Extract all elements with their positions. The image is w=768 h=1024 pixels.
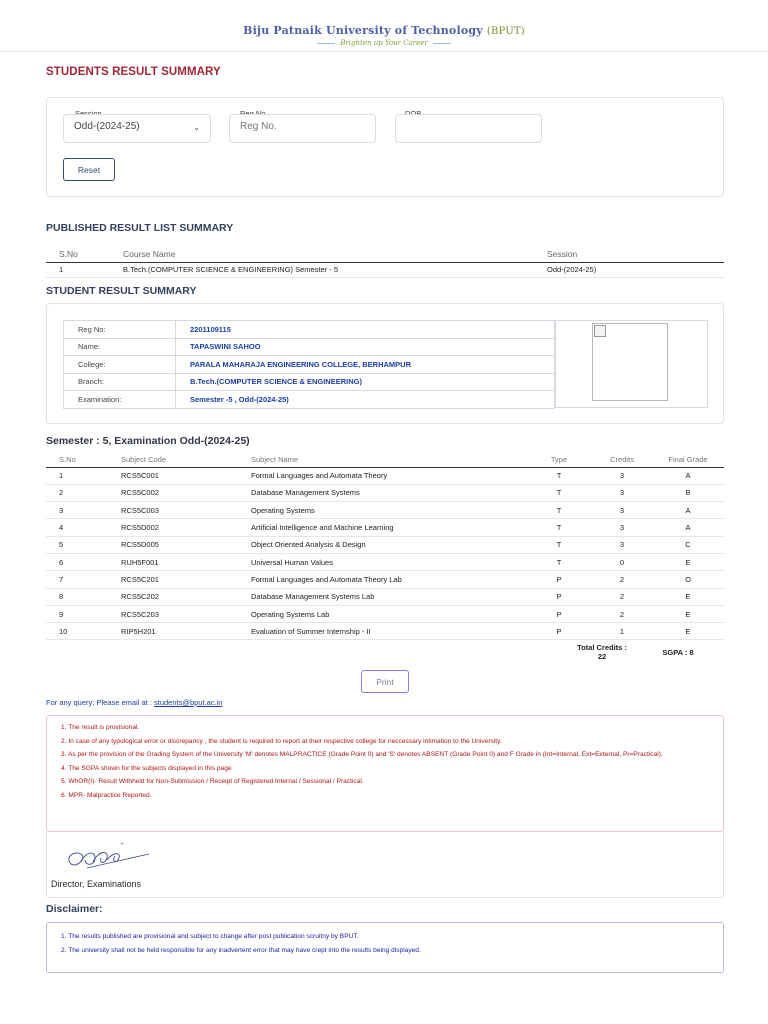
subject-grade: A	[652, 519, 724, 536]
subject-credits: 1	[592, 623, 652, 640]
col-final-grade: Final Grade	[652, 453, 724, 467]
subject-credits: 2	[592, 588, 652, 605]
subject-type: T	[526, 519, 592, 536]
subject-sno: 5	[46, 536, 121, 553]
subject-name: Database Management Systems Lab	[251, 588, 526, 605]
subject-sno: 1	[46, 467, 121, 484]
table-row[interactable]	[46, 262, 724, 277]
table-row[interactable]	[46, 623, 724, 640]
subject-grade: A	[652, 467, 724, 484]
notes-box	[46, 715, 724, 832]
info-row-regno	[64, 321, 555, 339]
regno-field[interactable]	[229, 114, 376, 143]
disclaimer-title: Disclaimer:	[46, 903, 103, 915]
subject-name: Operating Systems Lab	[251, 605, 526, 622]
tagline-divider-left	[317, 43, 335, 44]
table-row[interactable]	[46, 553, 724, 570]
subject-sno: 8	[46, 588, 121, 605]
subject-type: T	[526, 484, 592, 501]
branch-value: B.Tech.(COMPUTER SCIENCE & ENGINEERING)	[176, 373, 555, 391]
tagline-text: Brighten up Your Career	[340, 39, 428, 47]
disclaimer-item: 2. The university shall not be held responsible for any inadvertent error that may have crept into the results being displayed.	[61, 947, 421, 954]
subject-name: Artificial Intelligence and Machine Learning	[251, 519, 526, 536]
subject-name: Formal Languages and Automata Theory	[251, 467, 526, 484]
note-item: 3. As per the provision of the Grading System of the University 'M' denotes MALPRACTICE (Grade Point 0) and 'S' denotes ABSENT (Grade Point 0) and F Grade in (Int=Internal, Ext=External, Pr=Practical).	[61, 751, 663, 758]
semester-title: Semester : 5, Examination Odd-(2024-25)	[46, 435, 250, 447]
info-row-examination	[64, 391, 555, 409]
table-row[interactable]	[46, 467, 724, 484]
published-table	[46, 246, 724, 278]
total-credits-label: Total Credits :	[577, 643, 627, 652]
name-key: Name:	[64, 338, 176, 356]
student-info-card	[46, 303, 724, 424]
query-text: For any query; Please email at :	[46, 698, 152, 707]
subject-name: Universal Human Values	[251, 553, 526, 570]
published-session: Odd-(2024-25)	[534, 262, 724, 277]
total-credits-value: 22	[597, 652, 607, 661]
table-row[interactable]	[46, 605, 724, 622]
subject-name: Evaluation of Summer Internship - II	[251, 623, 526, 640]
subject-sno: 10	[46, 623, 121, 640]
university-abbr: (BPUT)	[486, 26, 525, 37]
results-table	[46, 453, 724, 640]
subject-credits: 3	[592, 536, 652, 553]
session-select[interactable]	[63, 114, 211, 143]
director-signature	[63, 840, 153, 874]
broken-image-icon	[594, 325, 606, 337]
subject-code: RCS5C202	[121, 588, 251, 605]
table-row[interactable]	[46, 484, 724, 501]
subject-credits: 3	[592, 502, 652, 519]
subject-sno: 2	[46, 484, 121, 501]
query-line	[46, 698, 222, 707]
examination-key: Examination:	[64, 391, 176, 409]
subject-grade: E	[652, 623, 724, 640]
results-body	[46, 467, 724, 640]
branch-key: Branch:	[64, 373, 176, 391]
tagline	[0, 39, 768, 47]
col-sno: S.No	[46, 453, 121, 467]
subject-sno: 4	[46, 519, 121, 536]
subject-name: Database Management Systems	[251, 484, 526, 501]
signature-title: Director, Examinations	[51, 879, 142, 889]
disclaimer-box	[46, 922, 724, 973]
subject-code: RCS5D002	[121, 519, 251, 536]
college-key: College:	[64, 356, 176, 374]
subject-code: RCS5C203	[121, 605, 251, 622]
subject-credits: 2	[592, 571, 652, 588]
student-photo	[592, 323, 668, 401]
subject-grade: E	[652, 588, 724, 605]
regno-value: 2201109115	[176, 321, 555, 339]
published-header-row	[46, 246, 724, 262]
photo-cell	[555, 320, 708, 408]
subject-code: RCS5C003	[121, 502, 251, 519]
note-item: 1. The result is provisional.	[61, 724, 140, 731]
page-title: STUDENTS RESULT SUMMARY	[46, 66, 221, 78]
info-row-branch	[64, 373, 555, 391]
note-item: 6. MPR- Malpractice Reported.	[61, 791, 152, 799]
regno-key: Reg No:	[64, 321, 176, 339]
col-type: Type	[526, 453, 592, 467]
subject-name: Formal Languages and Automata Theory Lab	[251, 571, 526, 588]
info-row-name	[64, 338, 555, 356]
table-row[interactable]	[46, 571, 724, 588]
subject-code: RIP5H201	[121, 623, 251, 640]
name-value: TAPASWINI SAHOO	[176, 338, 555, 356]
subject-credits: 2	[592, 605, 652, 622]
subject-type: P	[526, 588, 592, 605]
note-item: 4. The SGPA shown for the subjects displayed in this page	[61, 764, 232, 772]
disclaimer-item: 1. The results published are provisional and subject to change after post publication scruitny by BPUT.	[61, 933, 359, 940]
table-row[interactable]	[46, 536, 724, 553]
subject-grade: E	[652, 605, 724, 622]
col-credits: Credits	[592, 453, 652, 467]
signature-card	[46, 832, 724, 898]
subject-grade: E	[652, 553, 724, 570]
subject-code: RCS5C002	[121, 484, 251, 501]
note-item: 2. In case of any typological error or discrepancy , the student is required to report at their respective college for neccessary intimation to the University.	[61, 737, 502, 745]
published-course: B.Tech.(COMPUTER SCIENCE & ENGINEERING) Semester - 5	[110, 262, 534, 277]
subject-sno: 9	[46, 605, 121, 622]
session-value: Odd-(2024-25)	[74, 121, 140, 132]
regno-input[interactable]	[240, 121, 365, 132]
email-link[interactable]: students@bput.ac.in	[153, 698, 223, 707]
university-logo[interactable]	[0, 24, 768, 37]
note-item: 5. WhOR(I)- Result Withheld for Non-Submission / Receipt of Registered Internal / Sessional / Practical.	[61, 778, 364, 785]
subject-grade: O	[652, 571, 724, 588]
dob-field[interactable]	[395, 114, 542, 143]
col-subject-name: Subject Name	[251, 453, 526, 467]
tagline-divider-right	[433, 43, 451, 44]
total-credits	[566, 643, 638, 661]
subject-credits: 0	[592, 553, 652, 570]
subject-type: P	[526, 571, 592, 588]
subject-sno: 6	[46, 553, 121, 570]
subject-sno: 7	[46, 571, 121, 588]
subject-name: Object Oriented Analysis & Design	[251, 536, 526, 553]
site-header	[0, 0, 768, 52]
subject-type: P	[526, 605, 592, 622]
subject-grade: B	[652, 484, 724, 501]
subject-code: RUH5F001	[121, 553, 251, 570]
reset-button[interactable]: Reset	[63, 158, 115, 181]
subject-type: P	[526, 623, 592, 640]
filter-card	[46, 97, 724, 197]
subject-type: T	[526, 467, 592, 484]
subject-code: RCS5C001	[121, 467, 251, 484]
subject-grade: C	[652, 536, 724, 553]
published-sno: 1	[46, 262, 110, 277]
results-header-row	[46, 453, 724, 467]
subject-credits: 3	[592, 484, 652, 501]
student-info-table	[63, 320, 555, 409]
subject-type: T	[526, 553, 592, 570]
col-course: Course Name	[110, 246, 534, 262]
college-value: PARALA MAHARAJA ENGINEERING COLLEGE, BERHAMPUR	[176, 356, 555, 374]
table-row[interactable]	[46, 519, 724, 536]
col-subject-code: Subject Code	[121, 453, 251, 467]
subject-sno: 3	[46, 502, 121, 519]
university-name: Biju Patnaik University of Technology	[243, 24, 483, 37]
print-button[interactable]: Print	[361, 670, 409, 693]
subject-grade: A	[652, 502, 724, 519]
subject-name: Operating Systems	[251, 502, 526, 519]
chevron-down-icon: ⌄	[193, 123, 200, 132]
examination-value: Semester -5 , Odd-(2024-25)	[176, 391, 555, 409]
subject-credits: 3	[592, 519, 652, 536]
student-title: STUDENT RESULT SUMMARY	[46, 285, 197, 297]
published-title: PUBLISHED RESULT LIST SUMMARY	[46, 222, 234, 234]
subject-code: RCS5C201	[121, 571, 251, 588]
sgpa: SGPA : 8	[662, 648, 694, 657]
table-row[interactable]	[46, 588, 724, 605]
col-session: Session	[534, 246, 724, 262]
subject-credits: 3	[592, 467, 652, 484]
table-row[interactable]	[46, 502, 724, 519]
subject-type: T	[526, 536, 592, 553]
subject-type: T	[526, 502, 592, 519]
col-sno: S.No	[46, 246, 110, 262]
info-row-college	[64, 356, 555, 374]
subject-code: RCS5D005	[121, 536, 251, 553]
